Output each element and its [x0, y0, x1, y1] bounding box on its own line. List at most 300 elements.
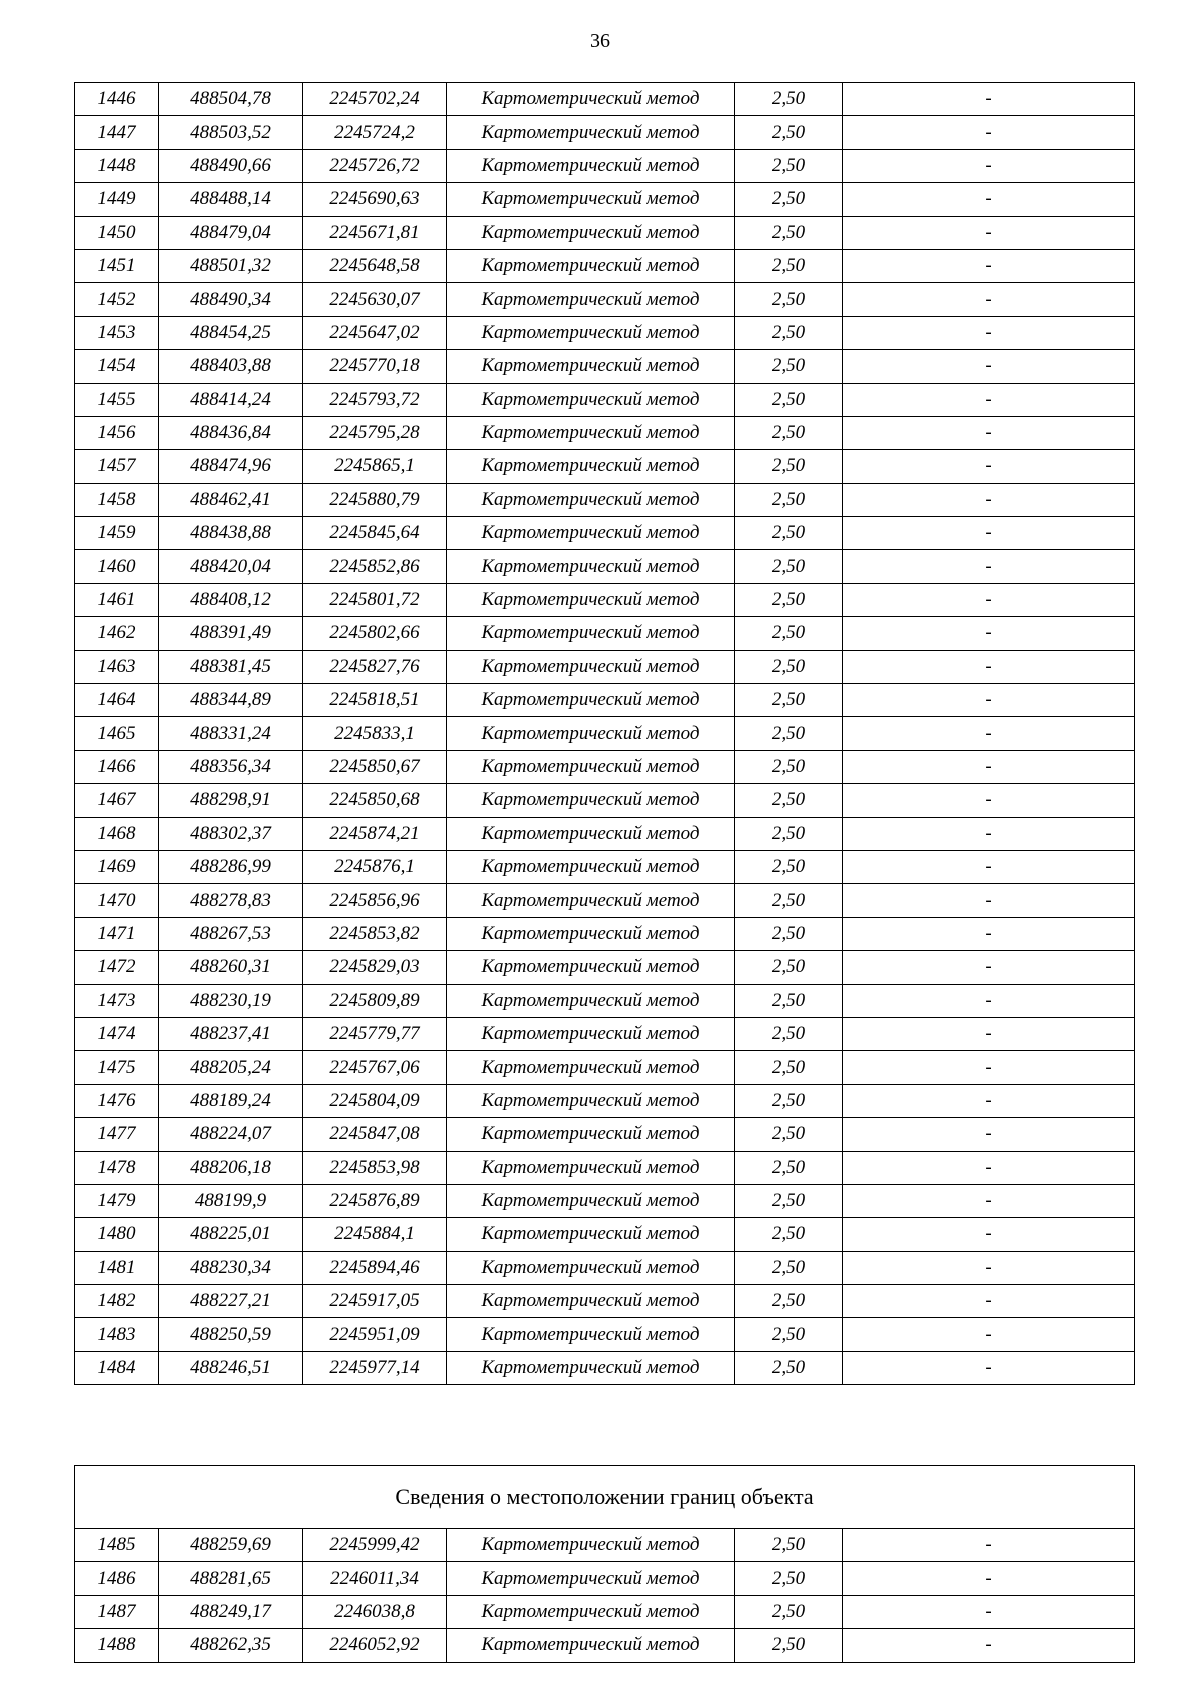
y-coordinate-cell: 2245818,51 [303, 684, 447, 717]
x-coordinate-cell: 488230,19 [159, 984, 303, 1017]
x-coordinate-cell: 488230,34 [159, 1251, 303, 1284]
method-cell: Картометрический метод [447, 850, 735, 883]
point-number-cell: 1465 [75, 717, 159, 750]
accuracy-cell: 2,50 [735, 1184, 843, 1217]
note-cell: - [843, 1629, 1135, 1662]
note-cell: - [843, 149, 1135, 182]
point-number-cell: 1448 [75, 149, 159, 182]
method-cell: Картометрический метод [447, 1184, 735, 1217]
table-row [75, 1629, 1135, 1662]
note-cell: - [843, 1017, 1135, 1050]
table-row [75, 1051, 1135, 1084]
accuracy-cell: 2,50 [735, 1051, 843, 1084]
table-row [75, 1084, 1135, 1117]
point-number-cell: 1479 [75, 1184, 159, 1217]
method-cell: Картометрический метод [447, 1629, 735, 1662]
table-row [75, 951, 1135, 984]
point-number-cell: 1458 [75, 483, 159, 516]
x-coordinate-cell: 488462,41 [159, 483, 303, 516]
x-coordinate-cell: 488356,34 [159, 750, 303, 783]
accuracy-cell: 2,50 [735, 1218, 843, 1251]
method-cell: Картометрический метод [447, 517, 735, 550]
accuracy-cell: 2,50 [735, 1084, 843, 1117]
note-cell: - [843, 1595, 1135, 1628]
table-row [75, 684, 1135, 717]
x-coordinate-cell: 488259,69 [159, 1529, 303, 1562]
y-coordinate-cell: 2245829,03 [303, 951, 447, 984]
method-cell: Картометрический метод [447, 1285, 735, 1318]
method-cell: Картометрический метод [447, 149, 735, 182]
accuracy-cell: 2,50 [735, 951, 843, 984]
method-cell: Картометрический метод [447, 1562, 735, 1595]
x-coordinate-cell: 488249,17 [159, 1595, 303, 1628]
y-coordinate-cell: 2245671,81 [303, 216, 447, 249]
y-coordinate-cell: 2245690,63 [303, 183, 447, 216]
note-cell: - [843, 583, 1135, 616]
point-number-cell: 1472 [75, 951, 159, 984]
note-cell: - [843, 1251, 1135, 1284]
method-cell: Картометрический метод [447, 1051, 735, 1084]
accuracy-cell: 2,50 [735, 249, 843, 282]
accuracy-cell: 2,50 [735, 1318, 843, 1351]
y-coordinate-cell: 2245726,72 [303, 149, 447, 182]
y-coordinate-cell: 2245847,08 [303, 1118, 447, 1151]
accuracy-cell: 2,50 [735, 817, 843, 850]
method-cell: Картометрический метод [447, 116, 735, 149]
point-number-cell: 1487 [75, 1595, 159, 1628]
note-cell: - [843, 717, 1135, 750]
x-coordinate-cell: 488281,65 [159, 1562, 303, 1595]
table-row [75, 149, 1135, 182]
point-number-cell: 1474 [75, 1017, 159, 1050]
note-cell: - [843, 684, 1135, 717]
x-coordinate-cell: 488189,24 [159, 1084, 303, 1117]
note-cell: - [843, 850, 1135, 883]
x-coordinate-cell: 488454,25 [159, 316, 303, 349]
x-coordinate-cell: 488503,52 [159, 116, 303, 149]
method-cell: Картометрический метод [447, 1318, 735, 1351]
point-number-cell: 1478 [75, 1151, 159, 1184]
accuracy-cell: 2,50 [735, 149, 843, 182]
method-cell: Картометрический метод [447, 917, 735, 950]
point-number-cell: 1466 [75, 750, 159, 783]
y-coordinate-cell: 2245977,14 [303, 1351, 447, 1384]
x-coordinate-cell: 488391,49 [159, 617, 303, 650]
method-cell: Картометрический метод [447, 1084, 735, 1117]
y-coordinate-cell: 2245795,28 [303, 416, 447, 449]
table-row [75, 1318, 1135, 1351]
y-coordinate-cell: 2245853,98 [303, 1151, 447, 1184]
note-cell: - [843, 283, 1135, 316]
x-coordinate-cell: 488286,99 [159, 850, 303, 883]
y-coordinate-cell: 2245779,77 [303, 1017, 447, 1050]
note-cell: - [843, 249, 1135, 282]
coordinates-table [74, 82, 1135, 1385]
table-row [75, 650, 1135, 683]
table-row [75, 750, 1135, 783]
y-coordinate-cell: 2245894,46 [303, 1251, 447, 1284]
note-cell: - [843, 216, 1135, 249]
table-row [75, 850, 1135, 883]
table-row [75, 249, 1135, 282]
accuracy-cell: 2,50 [735, 283, 843, 316]
note-cell: - [843, 617, 1135, 650]
x-coordinate-cell: 488262,35 [159, 1629, 303, 1662]
method-cell: Картометрический метод [447, 183, 735, 216]
y-coordinate-cell: 2245804,09 [303, 1084, 447, 1117]
accuracy-cell: 2,50 [735, 684, 843, 717]
x-coordinate-cell: 488414,24 [159, 383, 303, 416]
method-cell: Картометрический метод [447, 249, 735, 282]
y-coordinate-cell: 2246038,8 [303, 1595, 447, 1628]
method-cell: Картометрический метод [447, 1151, 735, 1184]
x-coordinate-cell: 488436,84 [159, 416, 303, 449]
x-coordinate-cell: 488479,04 [159, 216, 303, 249]
note-cell: - [843, 1218, 1135, 1251]
accuracy-cell: 2,50 [735, 583, 843, 616]
accuracy-cell: 2,50 [735, 83, 843, 116]
method-cell: Картометрический метод [447, 817, 735, 850]
accuracy-cell: 2,50 [735, 750, 843, 783]
note-cell: - [843, 383, 1135, 416]
accuracy-cell: 2,50 [735, 650, 843, 683]
accuracy-cell: 2,50 [735, 116, 843, 149]
y-coordinate-cell: 2245853,82 [303, 917, 447, 950]
note-cell: - [843, 1351, 1135, 1384]
y-coordinate-cell: 2245876,1 [303, 850, 447, 883]
method-cell: Картометрический метод [447, 684, 735, 717]
point-number-cell: 1468 [75, 817, 159, 850]
x-coordinate-cell: 488278,83 [159, 884, 303, 917]
point-number-cell: 1480 [75, 1218, 159, 1251]
point-number-cell: 1481 [75, 1251, 159, 1284]
table-row [75, 1351, 1135, 1384]
section-title-row [75, 1466, 1135, 1529]
point-number-cell: 1455 [75, 383, 159, 416]
y-coordinate-cell: 2245793,72 [303, 383, 447, 416]
accuracy-cell: 2,50 [735, 416, 843, 449]
note-cell: - [843, 350, 1135, 383]
y-coordinate-cell: 2246011,34 [303, 1562, 447, 1595]
table-row [75, 917, 1135, 950]
accuracy-cell: 2,50 [735, 784, 843, 817]
method-cell: Картометрический метод [447, 550, 735, 583]
x-coordinate-cell: 488490,34 [159, 283, 303, 316]
table-row [75, 583, 1135, 616]
accuracy-cell: 2,50 [735, 1562, 843, 1595]
y-coordinate-cell: 2246052,92 [303, 1629, 447, 1662]
table-row [75, 550, 1135, 583]
x-coordinate-cell: 488206,18 [159, 1151, 303, 1184]
table-row [75, 817, 1135, 850]
point-number-cell: 1483 [75, 1318, 159, 1351]
note-cell: - [843, 1184, 1135, 1217]
x-coordinate-cell: 488331,24 [159, 717, 303, 750]
method-cell: Картометрический метод [447, 283, 735, 316]
accuracy-cell: 2,50 [735, 1285, 843, 1318]
y-coordinate-cell: 2245951,09 [303, 1318, 447, 1351]
method-cell: Картометрический метод [447, 951, 735, 984]
point-number-cell: 1451 [75, 249, 159, 282]
x-coordinate-cell: 488298,91 [159, 784, 303, 817]
table-row [75, 1562, 1135, 1595]
accuracy-cell: 2,50 [735, 183, 843, 216]
table-row [75, 216, 1135, 249]
table-row [75, 416, 1135, 449]
accuracy-cell: 2,50 [735, 383, 843, 416]
method-cell: Картометрический метод [447, 216, 735, 249]
method-cell: Картометрический метод [447, 784, 735, 817]
x-coordinate-cell: 488227,21 [159, 1285, 303, 1318]
y-coordinate-cell: 2245850,67 [303, 750, 447, 783]
y-coordinate-cell: 2245845,64 [303, 517, 447, 550]
point-number-cell: 1482 [75, 1285, 159, 1318]
y-coordinate-cell: 2245702,24 [303, 83, 447, 116]
x-coordinate-cell: 488490,66 [159, 149, 303, 182]
note-cell: - [843, 1084, 1135, 1117]
note-cell: - [843, 1285, 1135, 1318]
x-coordinate-cell: 488504,78 [159, 83, 303, 116]
accuracy-cell: 2,50 [735, 884, 843, 917]
point-number-cell: 1461 [75, 583, 159, 616]
table-row [75, 1017, 1135, 1050]
method-cell: Картометрический метод [447, 650, 735, 683]
table-row [75, 1251, 1135, 1284]
point-number-cell: 1467 [75, 784, 159, 817]
method-cell: Картометрический метод [447, 316, 735, 349]
point-number-cell: 1475 [75, 1051, 159, 1084]
y-coordinate-cell: 2245850,68 [303, 784, 447, 817]
table-row [75, 884, 1135, 917]
point-number-cell: 1477 [75, 1118, 159, 1151]
note-cell: - [843, 784, 1135, 817]
x-coordinate-cell: 488225,01 [159, 1218, 303, 1251]
method-cell: Картометрический метод [447, 383, 735, 416]
x-coordinate-cell: 488237,41 [159, 1017, 303, 1050]
table-row [75, 350, 1135, 383]
y-coordinate-cell: 2245724,2 [303, 116, 447, 149]
accuracy-cell: 2,50 [735, 1017, 843, 1050]
x-coordinate-cell: 488408,12 [159, 583, 303, 616]
y-coordinate-cell: 2245917,05 [303, 1285, 447, 1318]
method-cell: Картометрический метод [447, 83, 735, 116]
table-row [75, 183, 1135, 216]
table-row [75, 617, 1135, 650]
x-coordinate-cell: 488420,04 [159, 550, 303, 583]
point-number-cell: 1453 [75, 316, 159, 349]
method-cell: Картометрический метод [447, 1017, 735, 1050]
accuracy-cell: 2,50 [735, 1595, 843, 1628]
note-cell: - [843, 1118, 1135, 1151]
note-cell: - [843, 917, 1135, 950]
accuracy-cell: 2,50 [735, 850, 843, 883]
note-cell: - [843, 650, 1135, 683]
method-cell: Картометрический метод [447, 1218, 735, 1251]
accuracy-cell: 2,50 [735, 517, 843, 550]
accuracy-cell: 2,50 [735, 1529, 843, 1562]
point-number-cell: 1471 [75, 917, 159, 950]
note-cell: - [843, 1529, 1135, 1562]
y-coordinate-cell: 2245630,07 [303, 283, 447, 316]
note-cell: - [843, 1051, 1135, 1084]
method-cell: Картометрический метод [447, 450, 735, 483]
accuracy-cell: 2,50 [735, 1351, 843, 1384]
note-cell: - [843, 116, 1135, 149]
x-coordinate-cell: 488344,89 [159, 684, 303, 717]
y-coordinate-cell: 2245770,18 [303, 350, 447, 383]
note-cell: - [843, 450, 1135, 483]
table-row [75, 1285, 1135, 1318]
method-cell: Картометрический метод [447, 483, 735, 516]
y-coordinate-cell: 2245648,58 [303, 249, 447, 282]
coordinates-table-body [75, 83, 1135, 1385]
table-row [75, 1151, 1135, 1184]
x-coordinate-cell: 488267,53 [159, 917, 303, 950]
table-row [75, 83, 1135, 116]
y-coordinate-cell: 2245856,96 [303, 884, 447, 917]
accuracy-cell: 2,50 [735, 350, 843, 383]
y-coordinate-cell: 2245884,1 [303, 1218, 447, 1251]
table-row [75, 984, 1135, 1017]
y-coordinate-cell: 2245801,72 [303, 583, 447, 616]
note-cell: - [843, 1318, 1135, 1351]
x-coordinate-cell: 488438,88 [159, 517, 303, 550]
x-coordinate-cell: 488501,32 [159, 249, 303, 282]
point-number-cell: 1485 [75, 1529, 159, 1562]
y-coordinate-cell: 2245999,42 [303, 1529, 447, 1562]
boundary-table [74, 1465, 1135, 1663]
y-coordinate-cell: 2245767,06 [303, 1051, 447, 1084]
accuracy-cell: 2,50 [735, 984, 843, 1017]
y-coordinate-cell: 2245833,1 [303, 717, 447, 750]
method-cell: Картометрический метод [447, 1351, 735, 1384]
method-cell: Картометрический метод [447, 717, 735, 750]
x-coordinate-cell: 488250,59 [159, 1318, 303, 1351]
table-row [75, 450, 1135, 483]
point-number-cell: 1459 [75, 517, 159, 550]
point-number-cell: 1463 [75, 650, 159, 683]
method-cell: Картометрический метод [447, 750, 735, 783]
table-row [75, 717, 1135, 750]
note-cell: - [843, 517, 1135, 550]
accuracy-cell: 2,50 [735, 917, 843, 950]
table-row [75, 517, 1135, 550]
note-cell: - [843, 951, 1135, 984]
table-row [75, 784, 1135, 817]
method-cell: Картометрический метод [447, 583, 735, 616]
accuracy-cell: 2,50 [735, 1151, 843, 1184]
point-number-cell: 1488 [75, 1629, 159, 1662]
accuracy-cell: 2,50 [735, 717, 843, 750]
table-row [75, 1218, 1135, 1251]
point-number-cell: 1447 [75, 116, 159, 149]
y-coordinate-cell: 2245647,02 [303, 316, 447, 349]
x-coordinate-cell: 488260,31 [159, 951, 303, 984]
y-coordinate-cell: 2245865,1 [303, 450, 447, 483]
x-coordinate-cell: 488302,37 [159, 817, 303, 850]
table-row [75, 383, 1135, 416]
x-coordinate-cell: 488474,96 [159, 450, 303, 483]
point-number-cell: 1449 [75, 183, 159, 216]
note-cell: - [843, 884, 1135, 917]
accuracy-cell: 2,50 [735, 450, 843, 483]
point-number-cell: 1460 [75, 550, 159, 583]
method-cell: Картометрический метод [447, 984, 735, 1017]
point-number-cell: 1464 [75, 684, 159, 717]
y-coordinate-cell: 2245827,76 [303, 650, 447, 683]
accuracy-cell: 2,50 [735, 483, 843, 516]
point-number-cell: 1473 [75, 984, 159, 1017]
boundary-table-body [75, 1466, 1135, 1663]
point-number-cell: 1450 [75, 216, 159, 249]
section-title: Сведения о местоположении границ объекта [75, 1466, 1135, 1529]
x-coordinate-cell: 488199,9 [159, 1184, 303, 1217]
note-cell: - [843, 183, 1135, 216]
y-coordinate-cell: 2245880,79 [303, 483, 447, 516]
x-coordinate-cell: 488205,24 [159, 1051, 303, 1084]
note-cell: - [843, 1562, 1135, 1595]
accuracy-cell: 2,50 [735, 316, 843, 349]
note-cell: - [843, 316, 1135, 349]
y-coordinate-cell: 2245802,66 [303, 617, 447, 650]
note-cell: - [843, 1151, 1135, 1184]
table-row [75, 316, 1135, 349]
y-coordinate-cell: 2245874,21 [303, 817, 447, 850]
point-number-cell: 1484 [75, 1351, 159, 1384]
point-number-cell: 1446 [75, 83, 159, 116]
table-row [75, 483, 1135, 516]
accuracy-cell: 2,50 [735, 550, 843, 583]
point-number-cell: 1454 [75, 350, 159, 383]
method-cell: Картометрический метод [447, 1251, 735, 1284]
table-row [75, 1118, 1135, 1151]
note-cell: - [843, 817, 1135, 850]
y-coordinate-cell: 2245809,89 [303, 984, 447, 1017]
note-cell: - [843, 416, 1135, 449]
method-cell: Картометрический метод [447, 884, 735, 917]
note-cell: - [843, 550, 1135, 583]
note-cell: - [843, 984, 1135, 1017]
x-coordinate-cell: 488381,45 [159, 650, 303, 683]
table-row [75, 1184, 1135, 1217]
table-row [75, 283, 1135, 316]
point-number-cell: 1456 [75, 416, 159, 449]
point-number-cell: 1462 [75, 617, 159, 650]
point-number-cell: 1476 [75, 1084, 159, 1117]
table-row [75, 116, 1135, 149]
point-number-cell: 1457 [75, 450, 159, 483]
method-cell: Картометрический метод [447, 617, 735, 650]
note-cell: - [843, 750, 1135, 783]
point-number-cell: 1470 [75, 884, 159, 917]
point-number-cell: 1486 [75, 1562, 159, 1595]
table-row [75, 1595, 1135, 1628]
y-coordinate-cell: 2245876,89 [303, 1184, 447, 1217]
accuracy-cell: 2,50 [735, 617, 843, 650]
method-cell: Картометрический метод [447, 350, 735, 383]
x-coordinate-cell: 488224,07 [159, 1118, 303, 1151]
x-coordinate-cell: 488246,51 [159, 1351, 303, 1384]
point-number-cell: 1452 [75, 283, 159, 316]
note-cell: - [843, 83, 1135, 116]
method-cell: Картометрический метод [447, 1529, 735, 1562]
method-cell: Картометрический метод [447, 416, 735, 449]
table-row [75, 1529, 1135, 1562]
method-cell: Картометрический метод [447, 1595, 735, 1628]
x-coordinate-cell: 488403,88 [159, 350, 303, 383]
point-number-cell: 1469 [75, 850, 159, 883]
accuracy-cell: 2,50 [735, 1629, 843, 1662]
